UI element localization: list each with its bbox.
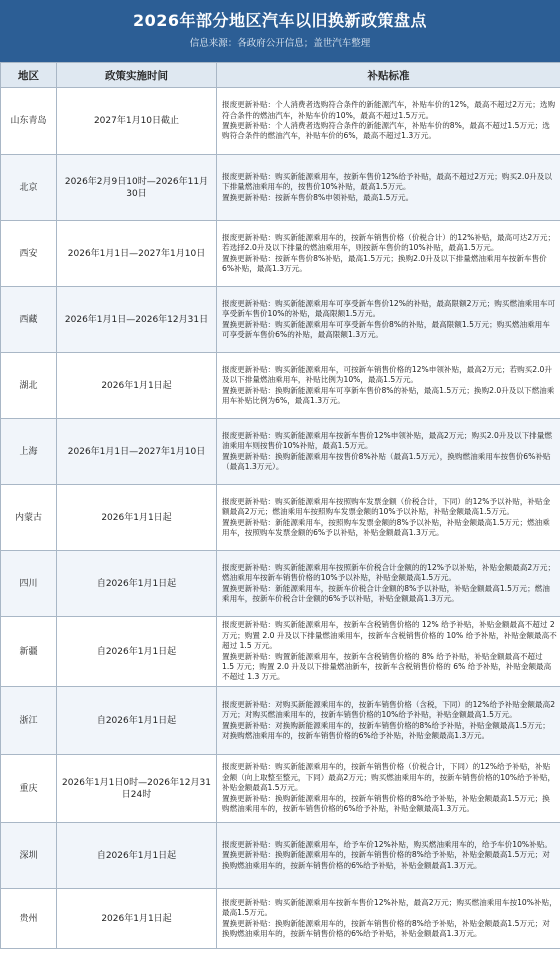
standard-cell: 报废更新补贴：购买新能源乘用车，可按新车销售价格的12%申领补贴，最高2万元；若购买2.0升及以下排量燃油乘用车，补贴比例为10%，最高1.5万元。 置换更新补贴：换购新能源乘用车可享新车售价8%的补贴，最高1.5万元；换购2.0升及以下燃油乘用车补贴比例为6%，最高1.3万元。 <box>217 353 560 419</box>
time-cell: 2026年1月1日起 <box>57 353 217 419</box>
table-row <box>1 353 560 419</box>
standard-cell: 报废更新补贴：购买新能源乘用车按新车售价12%申领补贴，最高2万元；购买2.0升及以下排量燃油乘用车则按售价10%补贴，最高1.5万元。 置换更新补贴：换购新能源乘用车按售价8%补贴（最高1.5万元），换购燃油乘用车按售价6%补贴（最高1.3万元）。 <box>217 419 560 485</box>
standard-cell: 报废更新补贴：购买新能源乘用车的，按新车销售价格（价税合计，下同）的12%给予补贴，补贴金额（向上取整至整元，下同）最高2万元；购买燃油乘用车的，按新车销售价格的10%给予补贴，补贴金额最高1.5万元。 置换更新补贴：换购新能源乘用车的，按新车销售价格的8%给予补贴，补贴金额最高1.5万元；换购燃油乘用车的，按新车销售价格的6%给予补贴，补贴金额最高1.3万元。 <box>217 755 560 823</box>
region-cell: 四川 <box>1 551 57 617</box>
table-row <box>1 485 560 551</box>
policy-table <box>0 62 560 949</box>
table-body <box>1 88 560 949</box>
standard-cell: 报废更新补贴：购买新能源乘用车按新车售价12%补贴，最高2万元；购买燃油乘用车按10%补贴，最高1.5万元。 置换更新补贴：换购新能源乘用车的，按新车销售价格的8%给予补贴，补贴金额最高1.5万元；对换购燃油乘用车的，按新车销售价格的6%给予补贴，补贴金额最高1.3万元。 <box>217 889 560 949</box>
column-header-time: 政策实施时间 <box>57 63 217 88</box>
table-row <box>1 617 560 687</box>
standard-cell: 报废更新补贴：购买新能源乘用车按照新车价税合计金额的的12%予以补贴，补贴金额最高2万元；燃油乘用车按新车销售价格的10%予以补贴，补贴金额最高1.5万元。 置换更新补贴：新能源乘用车，按新车价税合计金额的8%予以补贴，补贴金额最高1.5万元；燃油乘用车，按新车价税合计金额的6%予以补贴，补贴金额最高1.3万元。 <box>217 551 560 617</box>
table-header-row <box>1 63 560 88</box>
standard-cell: 报废更新补贴：购买新能源乘用车可享受新车售价12%的补贴，最高限额2万元；购买燃油乘用车可享受新车售价10%的补贴，最高限额1.5万元。 置换更新补贴：购买新能源乘用车可享受新车售价8%的补贴，最高限额1.5万元；购买燃油乘用车可享受新车售价6%的补贴，最高限额1.3万元。 <box>217 287 560 353</box>
standard-cell: 报废更新补贴：购买新能源乘用车，按新车售价12%给予补贴，最高不超过2万元；购买2.0升及以下排量燃油乘用车的，按售价10%补贴，最高1.5万元。 置换更新补贴：按新车售价8%申领补贴，最高1.5万元。 <box>217 155 560 221</box>
region-cell: 深圳 <box>1 823 57 889</box>
region-cell: 浙江 <box>1 687 57 755</box>
time-cell: 自2026年1月1日起 <box>57 687 217 755</box>
standard-cell: 报废更新补贴：购买新能源乘用车的，按新车销售价格（价税合计）的12%补贴，最高可达2万元；若选择2.0升及以下排量的燃油乘用车，则按新车售价的10%补贴，最高1.5万元。 置换更新补贴：按新车售价8%补贴，最高1.5万元；换购2.0升及以下排量燃油乘用车按新车售价6%补贴，最高1.3万元。 <box>217 221 560 287</box>
region-cell: 重庆 <box>1 755 57 823</box>
time-cell: 2026年1月1日起 <box>57 889 217 949</box>
standard-cell: 报废更新补贴：个人消费者选购符合条件的新能源汽车，补贴车价的12%，最高不超过2万元；选购符合条件的燃油汽车，补贴车价的10%，最高不超过1.5万元。 置换更新补贴：个人消费者选购符合条件的新能源汽车，补贴车价的8%，最高不超过1.5万元；选购符合条件的燃油汽车，补贴车价的6%，最高不超过1.3万元。 <box>217 88 560 155</box>
time-cell: 2026年1月1日0时—2026年12月31日24时 <box>57 755 217 823</box>
standard-cell: 报废更新补贴：对购买新能源乘用车的，按新车销售价格（含税，下同）的12%给予补贴金额最高2万元；对购买燃油乘用车的，按新车销售价格的10%给予补贴，补贴金额最高1.5万元。 置换更新补贴：对换购新能源乘用车的，按新车销售价格的8%给予补贴，补贴金额最高1.5万元；对换购燃油乘用车的，按新车销售价格的6%给予补贴，补贴金额最高1.3万元。 <box>217 687 560 755</box>
column-header-region: 地区 <box>1 63 57 88</box>
time-cell: 2026年2月9日10时—2026年11月30日 <box>57 155 217 221</box>
table-row <box>1 551 560 617</box>
region-cell: 北京 <box>1 155 57 221</box>
region-cell: 上海 <box>1 419 57 485</box>
region-cell: 贵州 <box>1 889 57 949</box>
standard-cell: 报废更新补贴：购买新能源乘用车，给予车价12%补贴，购买燃油乘用车的，给予车价10%补贴。 置换更新补贴：换购新能源乘用车的，按新车销售价格的8%给予补贴，补贴金额最高1.5万元；对换购燃油乘用车的，按新车销售价格的6%给予补贴，补贴金额最高1.3万元。 <box>217 823 560 889</box>
region-cell: 西安 <box>1 221 57 287</box>
time-cell: 2026年1月1日—2026年12月31日 <box>57 287 217 353</box>
standard-cell: 报废更新补贴：购买新能源乘用车，按新车含税销售价格的 12% 给予补贴，补贴金额最高不超过 2 万元；购置 2.0 升及以下排量燃油乘用车，按新车含税销售价格的 10% 给予补贴，补贴金额最高不超过 1.5 万元。 置换更新补贴：购置新能源乘用车，按新车含税销售价格的 8% 给予补贴，补贴金额最高不超过 1.5 万元；购置 2.0 升及以下排量燃油新车，按新车含税销售价格的 6% 给予补贴，补贴金额最高不超过 1.3 万元。 <box>217 617 560 687</box>
table-row <box>1 687 560 755</box>
column-header-standard: 补贴标准 <box>217 63 560 88</box>
header-banner <box>0 0 560 62</box>
time-cell: 2026年1月1日—2027年1月10日 <box>57 419 217 485</box>
region-cell: 新疆 <box>1 617 57 687</box>
source-note: 信息来源：各政府公开信息；盖世汽车整理 <box>189 38 371 49</box>
time-cell: 2027年1月10日截止 <box>57 88 217 155</box>
region-cell: 湖北 <box>1 353 57 419</box>
region-cell: 内蒙古 <box>1 485 57 551</box>
page-title: 2026年部分地区汽车以旧换新政策盘点 <box>132 11 428 30</box>
standard-cell: 报废更新补贴：购买新能源乘用车按照购车发票金额（价税合计，下同）的12%予以补贴，补贴金额最高2万元；燃油乘用车按照购车发票金额的10%予以补贴，补贴金额最高1.5万元。 置换更新补贴：新能源乘用车，按照购车发票金额的8%予以补贴，补贴金额最高1.5万元；燃油乘用车，按照购车发票金额的6%予以补贴，补贴金额最高1.3万元。 <box>217 485 560 551</box>
time-cell: 2026年1月1日—2027年1月10日 <box>57 221 217 287</box>
table-row <box>1 889 560 949</box>
table-row <box>1 88 560 155</box>
table-row <box>1 419 560 485</box>
table-row <box>1 155 560 221</box>
time-cell: 2026年1月1日起 <box>57 485 217 551</box>
time-cell: 自2026年1月1日起 <box>57 617 217 687</box>
table-row <box>1 823 560 889</box>
region-cell: 西藏 <box>1 287 57 353</box>
table-row <box>1 755 560 823</box>
region-cell: 山东青岛 <box>1 88 57 155</box>
time-cell: 自2026年1月1日起 <box>57 823 217 889</box>
table-row <box>1 287 560 353</box>
time-cell: 自2026年1月1日起 <box>57 551 217 617</box>
table-row <box>1 221 560 287</box>
